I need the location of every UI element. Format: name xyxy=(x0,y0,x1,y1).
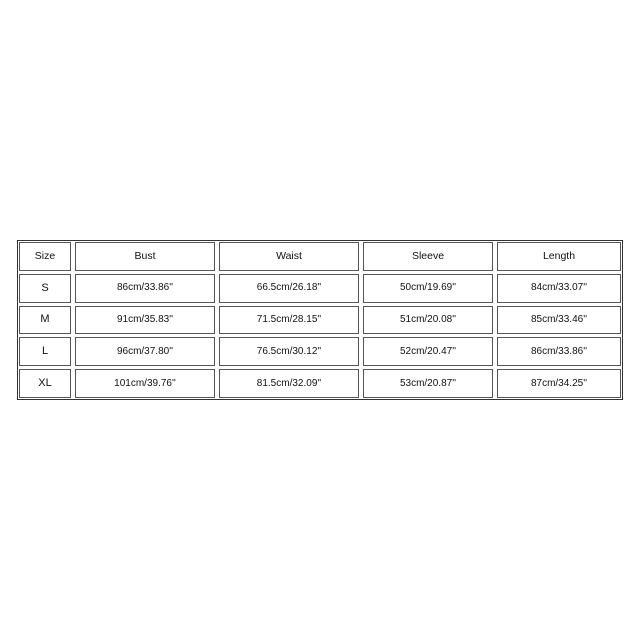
row-l-length: 86cm/33.86'' xyxy=(497,337,621,366)
row-s-size: S xyxy=(19,274,71,303)
row-s-bust: 86cm/33.86'' xyxy=(75,274,215,303)
row-m-waist: 71.5cm/28.15'' xyxy=(219,306,359,335)
row-xl-bust: 101cm/39.76'' xyxy=(75,369,215,398)
row-s-sleeve: 50cm/19.69'' xyxy=(363,274,493,303)
row-m-size: M xyxy=(19,306,71,335)
header-size: Size xyxy=(19,242,71,271)
header-length: Length xyxy=(497,242,621,271)
row-s-length: 84cm/33.07'' xyxy=(497,274,621,303)
row-l-size: L xyxy=(19,337,71,366)
row-l-waist: 76.5cm/30.12'' xyxy=(219,337,359,366)
header-sleeve: Sleeve xyxy=(363,242,493,271)
row-l-bust: 96cm/37.80'' xyxy=(75,337,215,366)
row-l-sleeve: 52cm/20.47'' xyxy=(363,337,493,366)
row-xl-length: 87cm/34.25'' xyxy=(497,369,621,398)
row-m-sleeve: 51cm/20.08'' xyxy=(363,306,493,335)
row-m-bust: 91cm/35.83'' xyxy=(75,306,215,335)
size-chart-table xyxy=(17,240,623,400)
row-xl-sleeve: 53cm/20.87'' xyxy=(363,369,493,398)
row-m-length: 85cm/33.46'' xyxy=(497,306,621,335)
header-waist: Waist xyxy=(219,242,359,271)
row-xl-size: XL xyxy=(19,369,71,398)
row-s-waist: 66.5cm/26.18'' xyxy=(219,274,359,303)
row-xl-waist: 81.5cm/32.09'' xyxy=(219,369,359,398)
header-bust: Bust xyxy=(75,242,215,271)
